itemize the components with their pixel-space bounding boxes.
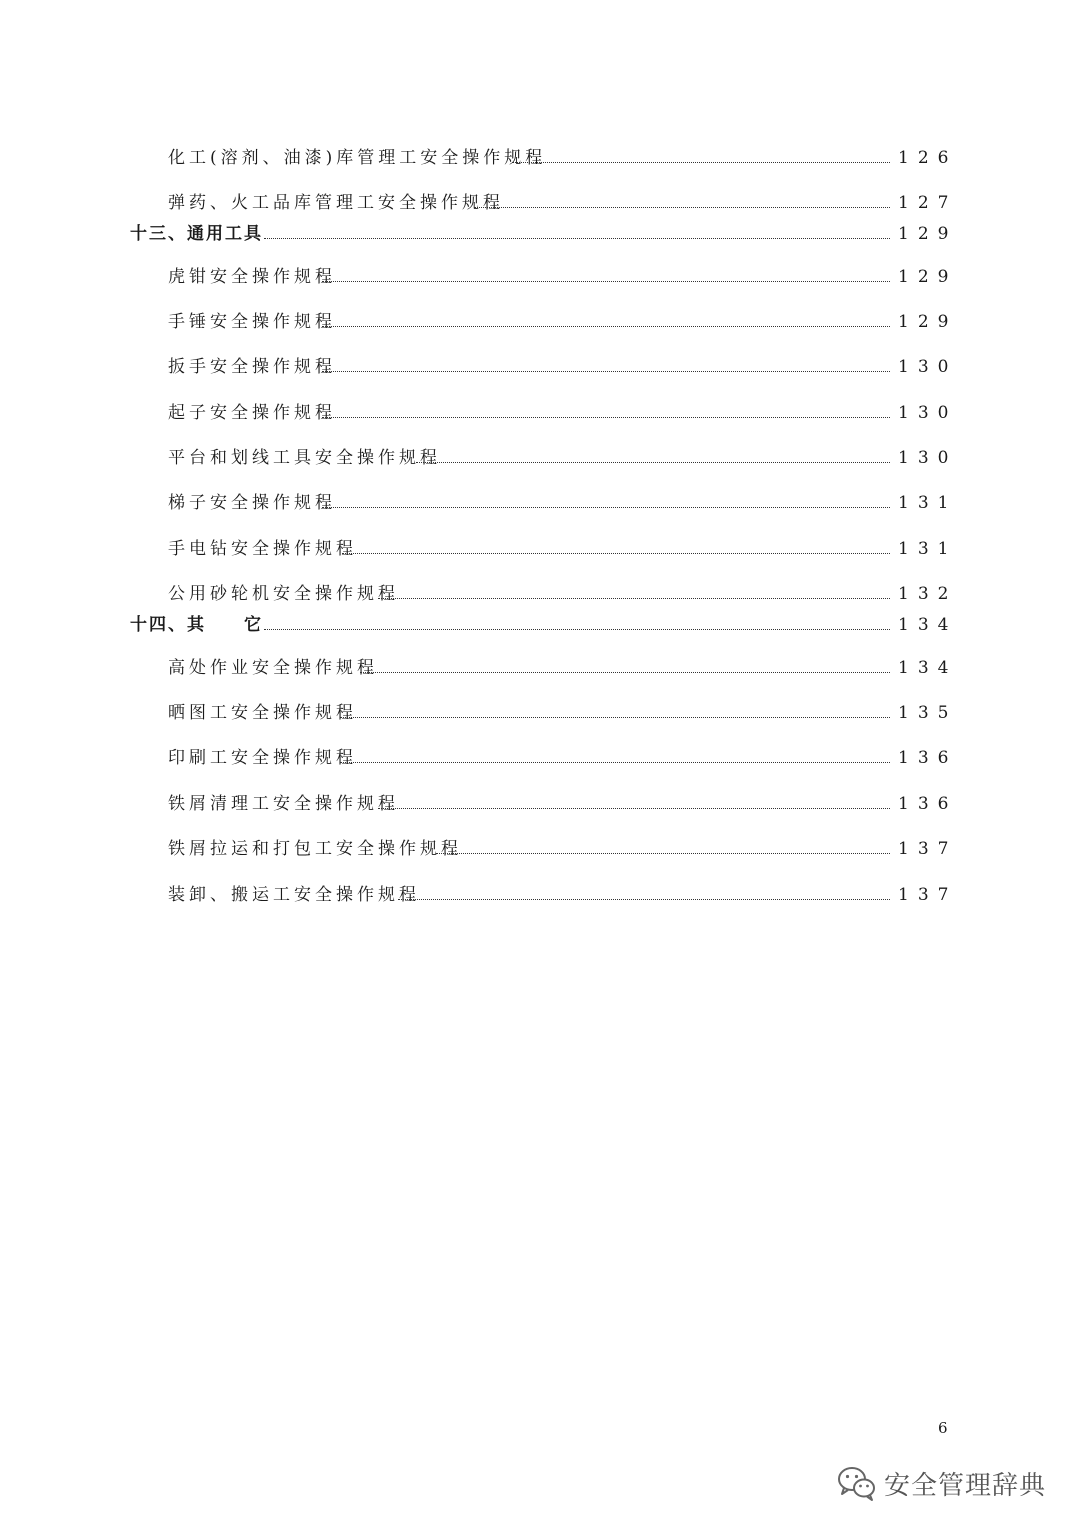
toc-entry-page: 137 [898,885,958,905]
toc-leader-dots [474,207,890,208]
toc-entry[interactable] [0,355,1080,383]
toc-entry-page: 131 [898,539,958,559]
toc-leader-dots [322,507,890,508]
watermark [836,1458,1046,1508]
toc-entry[interactable] [0,792,1080,820]
toc-entry-label: 虎钳安全操作规程 [168,267,336,287]
toc-section-heading[interactable] [0,222,1080,250]
toc-leader-dots [378,598,890,599]
toc-leader-dots [264,629,890,630]
toc-entry-label: 起子安全操作规程 [168,403,336,423]
toc-entry-label: 晒图工安全操作规程 [168,703,357,723]
toc-section-label: 十四、其 它 [130,615,263,635]
toc-entry-page: 126 [898,148,958,168]
toc-leader-dots [436,853,890,854]
toc-entry-page: 135 [898,703,958,723]
toc-entry[interactable] [0,746,1080,774]
toc-entry-label: 手电钻安全操作规程 [168,539,357,559]
toc-leader-dots [342,553,890,554]
toc-entry-label: 化工(溶剂、油漆)库管理工安全操作规程 [168,148,547,168]
toc-entry-page: 131 [898,493,958,513]
toc-leader-dots [322,417,890,418]
toc-entry-label: 高处作业安全操作规程 [168,658,378,678]
toc-entry-label: 梯子安全操作规程 [168,493,336,513]
toc-entry-page: 136 [898,748,958,768]
toc-leader-dots [360,672,890,673]
toc-entry[interactable] [0,310,1080,338]
toc-leader-dots [322,281,890,282]
wechat-icon [836,1464,878,1502]
toc-entry-page: 130 [898,357,958,377]
toc-entry-label: 铁屑拉运和打包工安全操作规程 [168,839,462,859]
toc-entry-label: 弹药、火工品库管理工安全操作规程 [168,193,504,213]
toc-entry-page: 136 [898,794,958,814]
toc-section-page: 129 [898,224,958,244]
toc-entry[interactable] [0,701,1080,729]
toc-entry[interactable] [0,837,1080,865]
toc-entry[interactable] [0,146,1080,174]
toc-entry-page: 127 [898,193,958,213]
toc-entry-label: 装卸、搬运工安全操作规程 [168,885,420,905]
toc-entry-page: 129 [898,267,958,287]
toc-entry[interactable] [0,491,1080,519]
page-number: 6 [938,1419,948,1437]
toc-entry-page: 129 [898,312,958,332]
toc-entry-label: 扳手安全操作规程 [168,357,336,377]
toc-entry[interactable] [0,537,1080,565]
toc-entry-page: 134 [898,658,958,678]
toc-entry[interactable] [0,191,1080,219]
toc-entry-label: 手锤安全操作规程 [168,312,336,332]
toc-leader-dots [398,899,890,900]
toc-leader-dots [378,808,890,809]
toc-entry-page: 132 [898,584,958,604]
toc-entry-label: 公用砂轮机安全操作规程 [168,584,399,604]
toc-entry[interactable] [0,656,1080,684]
toc-entry[interactable] [0,883,1080,911]
toc-entry[interactable] [0,401,1080,429]
toc-entry[interactable] [0,446,1080,474]
toc-entry-label: 铁屑清理工安全操作规程 [168,794,399,814]
toc-leader-dots [340,762,890,763]
watermark-text: 安全管理辞典 [884,1470,1047,1501]
toc-leader-dots [340,717,890,718]
toc-entry-label: 平台和划线工具安全操作规程 [168,448,441,468]
toc-section-page: 134 [898,615,958,635]
toc-entry[interactable] [0,582,1080,610]
toc-section-label: 十三、通用工具 [130,224,263,244]
toc-leader-dots [264,238,890,239]
toc-entry-page: 137 [898,839,958,859]
toc-leader-dots [512,162,890,163]
toc-entry-label: 印刷工安全操作规程 [168,748,357,768]
toc-entry[interactable] [0,265,1080,293]
toc-leader-dots [416,462,890,463]
toc-entry-page: 130 [898,448,958,468]
toc-leader-dots [322,371,890,372]
toc-section-heading[interactable] [0,613,1080,641]
toc-entry-page: 130 [898,403,958,423]
toc-leader-dots [322,326,890,327]
